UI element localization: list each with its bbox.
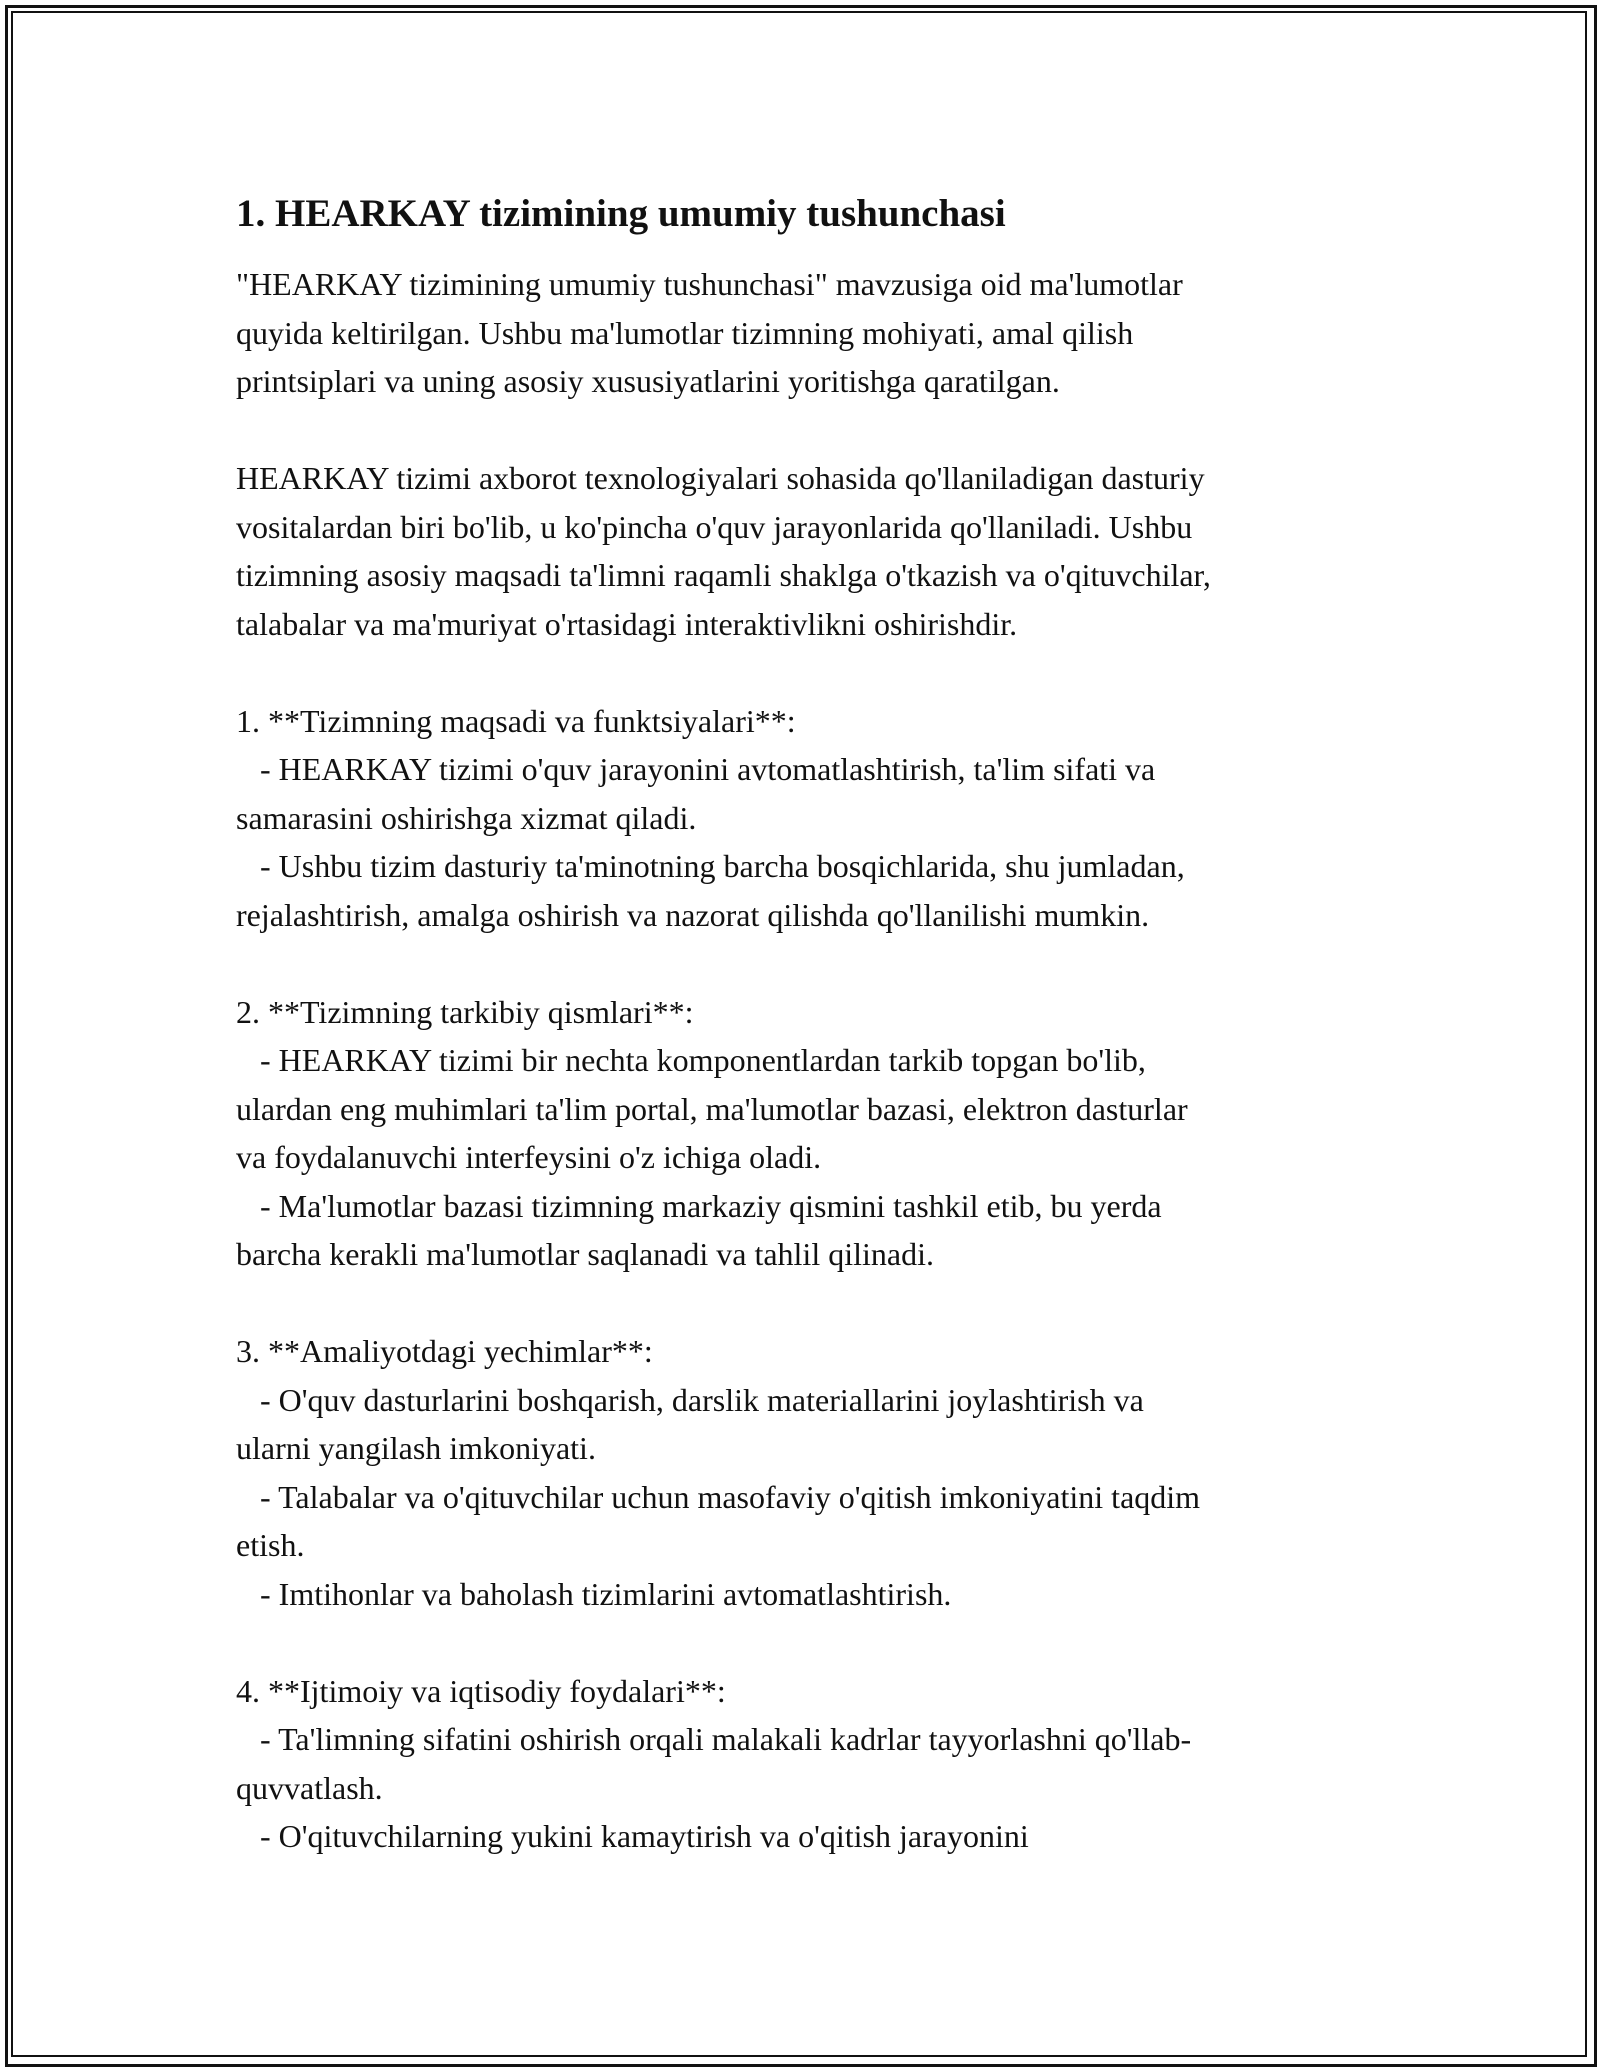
section-heading: 1. **Tizimning maqsadi va funktsiyalari**:: [236, 702, 796, 739]
list-item-line: - O'qituvchilarning yukini kamaytirish va o'qitish jarayonini: [236, 1818, 1029, 1854]
section-solutions: [236, 1327, 1386, 1618]
text-line: HEARKAY tizimi axborot texnologiyalari sohasida qo'llaniladigan dasturiy: [236, 460, 1205, 496]
list-item-line: rejalashtirish, amalga oshirish va nazorat qilishda qo'llanilishi mumkin.: [236, 896, 1150, 933]
list-item-line: samarasini oshirishga xizmat qiladi.: [236, 799, 697, 836]
list-item-line: - Talabalar va o'qituvchilar uchun masofaviy o'qitish imkoniyatini taqdim: [236, 1478, 1201, 1515]
list-item-line: - Imtihonlar va baholash tizimlarini avtomatlashtirish.: [236, 1575, 952, 1612]
text-line: vositalardan biri bo'lib, u ko'pincha o'quv jarayonlarida qo'llaniladi. Ushbu: [236, 508, 1193, 545]
section-heading: 3. **Amaliyotdagi yechimlar**:: [236, 1333, 653, 1369]
paragraph-intro: [236, 260, 1386, 406]
document-body: [236, 186, 1386, 1909]
list-item-line: ulardan eng muhimlari ta'lim portal, ma'lumotlar bazasi, elektron dasturlar: [236, 1090, 1188, 1127]
list-item-line: etish.: [236, 1527, 305, 1563]
list-item-line: - Ta'limning sifatini oshirish orqali malakali kadrlar tayyorlashni qo'llab-: [236, 1721, 1192, 1757]
list-item-line: barcha kerakli ma'lumotlar saqlanadi va tahlil qilinadi.: [236, 1236, 934, 1272]
section-heading: 4. **Ijtimoiy va iqtisodiy foydalari**:: [236, 1672, 726, 1709]
text-line: tizimning asosiy maqsadi ta'limni raqamli shaklga o'tkazish va o'qituvchilar,: [236, 557, 1211, 593]
text-line: quyida keltirilgan. Ushbu ma'lumotlar tizimning mohiyati, amal qilish: [236, 314, 1134, 351]
list-item-line: ularni yangilash imkoniyati.: [236, 1430, 596, 1466]
list-item-line: - HEARKAY tizimi o'quv jarayonini avtomatlashtirish, ta'lim sifati va: [236, 751, 1156, 787]
section-heading: 2. **Tizimning tarkibiy qismlari**:: [236, 993, 694, 1030]
list-item-line: - O'quv dasturlarini boshqarish, darslik materiallarini joylashtirish va: [236, 1381, 1144, 1418]
section-components: [236, 988, 1386, 1279]
text-line: printsiplari va uning asosiy xususiyatlarini yoritishga qaratilgan.: [236, 363, 1060, 399]
text-line: "HEARKAY tizimining umumiy tushunchasi" mavzusiga oid ma'lumotlar: [236, 266, 1183, 302]
list-item-line: - Ushbu tizim dasturiy ta'minotning barcha bosqichlarida, shu jumladan,: [236, 848, 1185, 884]
section-benefits: [236, 1667, 1386, 1861]
list-item-line: - HEARKAY tizimi bir nechta komponentlardan tarkib topgan bo'lib,: [236, 1042, 1146, 1078]
text-line: talabalar va ma'muriyat o'rtasidagi interaktivlikni oshirishdir.: [236, 605, 1018, 642]
document-title: 1. HEARKAY tizimining umumiy tushunchasi: [236, 192, 1006, 235]
list-item-line: - Ma'lumotlar bazasi tizimning markaziy qismini tashkil etib, bu yerda: [236, 1187, 1162, 1224]
list-item-line: va foydalanuvchi interfeysini o'z ichiga oladi.: [236, 1139, 822, 1175]
list-item-line: quvvatlash.: [236, 1769, 383, 1806]
section-goals: [236, 697, 1386, 940]
paragraph-overview: [236, 454, 1386, 648]
